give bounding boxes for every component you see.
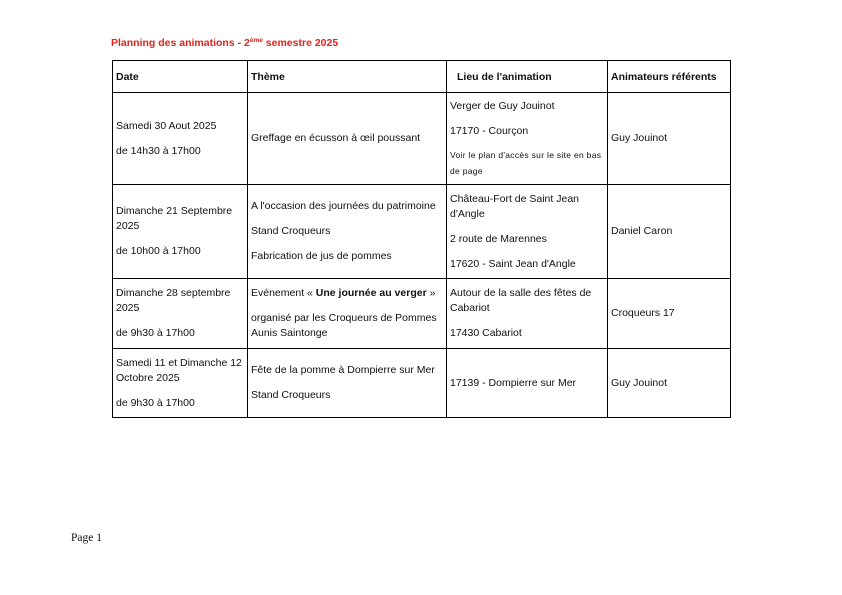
theme-prefix: Evénement «	[251, 287, 316, 299]
header-date: Date	[113, 61, 248, 93]
cell-animateurs	[608, 279, 731, 349]
theme-bold: Une journée au verger	[315, 287, 427, 299]
header-animateurs: Animateurs référents	[608, 61, 731, 93]
date-text: Samedi 30 Aout 2025	[116, 119, 217, 132]
date-text: Samedi 11 et Dimanche 12 Octobre 2025	[116, 356, 242, 384]
animateurs-text: Guy Jouinot	[611, 376, 668, 389]
title-suffix: semestre 2025	[262, 37, 339, 49]
time-text: de 14h30 à 17h00	[116, 144, 201, 157]
page-number: Page 1	[71, 532, 102, 544]
lieu-text: 2 route de Marennes	[450, 232, 547, 245]
title-prefix: Planning des animations - 2	[111, 37, 250, 49]
lieu-note: Voir le plan d'accès sur le site en bas de page	[450, 149, 602, 176]
cell-date	[113, 93, 248, 185]
table-row	[113, 93, 731, 185]
cell-theme	[248, 349, 447, 418]
lieu-text: Verger de Guy Jouinot	[450, 99, 555, 112]
lieu-text: 17620 - Saint Jean d'Angle	[450, 257, 576, 270]
date-text: Dimanche 21 Septembre 2025	[116, 205, 233, 232]
cell-date	[113, 185, 248, 279]
cell-date	[113, 279, 248, 349]
table-header-row	[113, 61, 731, 93]
time-text: de 9h30 à 17h00	[116, 327, 195, 339]
animations-table	[112, 60, 731, 418]
lieu-text: 17139 - Dompierre sur Mer	[450, 376, 577, 389]
title-superscript: ème	[249, 37, 263, 44]
cell-animateurs	[608, 93, 731, 185]
cell-animateurs	[608, 349, 731, 418]
lieu-text: Autour de la salle des fêtes de Cabariot	[450, 287, 592, 314]
header-theme: Thème	[248, 61, 447, 93]
theme-text: A l'occasion des journées du patrimoine	[251, 200, 436, 212]
cell-lieu	[447, 93, 608, 185]
theme-text: Greffage en écusson à œil poussant	[251, 132, 421, 144]
cell-lieu	[447, 185, 608, 279]
table-row	[113, 185, 731, 279]
theme-text	[251, 286, 443, 301]
document-title	[111, 37, 338, 49]
theme-text: organisé par les Croqueurs de Pommes Aunis Saintonge	[251, 312, 437, 339]
theme-suffix: »	[426, 287, 436, 299]
cell-theme	[248, 93, 447, 185]
header-lieu: Lieu de l'animation	[447, 61, 608, 93]
animateurs-text: Daniel Caron	[611, 225, 673, 237]
theme-text: Stand Croqueurs	[251, 225, 331, 237]
time-text: de 9h30 à 17h00	[116, 396, 195, 409]
theme-text: Fête de la pomme à Dompierre sur Mer	[251, 364, 435, 376]
date-text: Dimanche 28 septembre 2025	[116, 287, 231, 314]
theme-text: Stand Croqueurs	[251, 389, 331, 401]
lieu-text: 17170 - Courçon	[450, 124, 529, 137]
animateurs-text: Guy Jouinot	[611, 132, 668, 144]
cell-animateurs	[608, 185, 731, 279]
cell-date	[113, 349, 248, 418]
lieu-text: Château-Fort de Saint Jean d'Angle	[450, 192, 579, 220]
cell-theme	[248, 279, 447, 349]
cell-lieu	[447, 279, 608, 349]
time-text: de 10h00 à 17h00	[116, 245, 201, 257]
lieu-text: 17430 Cabariot	[450, 327, 522, 339]
cell-theme	[248, 185, 447, 279]
cell-lieu	[447, 349, 608, 418]
animateurs-text: Croqueurs 17	[611, 307, 675, 319]
theme-text: Fabrication de jus de pommes	[251, 250, 392, 262]
table-row	[113, 349, 731, 418]
table-row	[113, 279, 731, 349]
